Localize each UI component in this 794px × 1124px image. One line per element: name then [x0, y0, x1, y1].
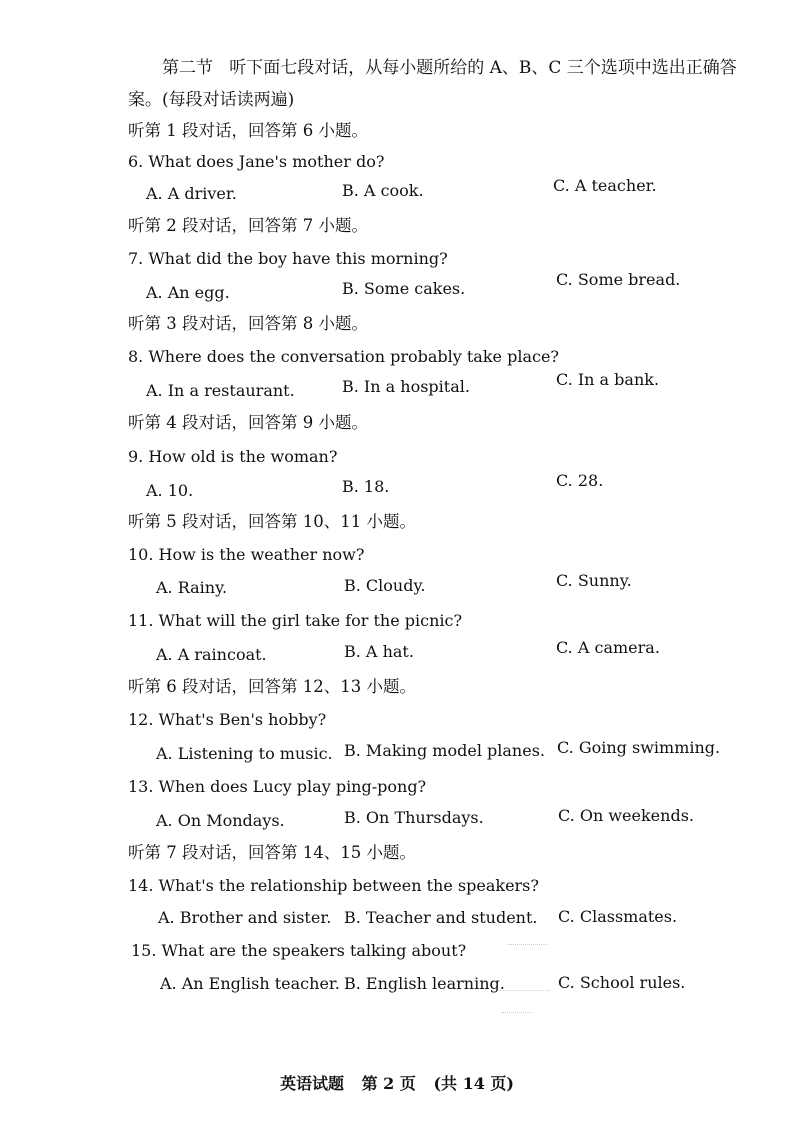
- q9-option-a: A. 10.: [146, 481, 194, 500]
- q13-option-b: B. On Thursdays.: [344, 808, 484, 827]
- q12-option-b: B. Making model planes.: [344, 741, 545, 760]
- q8-option-b: B. In a hospital.: [342, 377, 470, 396]
- question-8: 8. Where does the conversation probably take place?: [128, 347, 559, 366]
- section-title: 第二节: [162, 58, 213, 78]
- section-instruction-cont: 案。(每段对话读两遍): [128, 90, 295, 110]
- q15-option-a: A. An English teacher.: [160, 974, 340, 993]
- question-13: 13. When does Lucy play ping-pong?: [128, 777, 427, 796]
- dialog-heading-2: 听第 2 段对话，回答第 7 小题。: [128, 216, 368, 235]
- scan-artifact: [502, 1012, 532, 1023]
- q10-option-c: C. Sunny.: [556, 571, 632, 590]
- page-footer: [0, 1074, 794, 1094]
- q7-option-b: B. Some cakes.: [342, 279, 466, 298]
- q15-option-b: B. English learning.: [344, 974, 505, 993]
- dialog-heading-4: 听第 4 段对话，回答第 9 小题。: [128, 413, 368, 432]
- q8-option-a: A. In a restaurant.: [146, 381, 295, 400]
- dialog-heading-6: 听第 6 段对话，回答第 12、13 小题。: [128, 677, 416, 696]
- question-6: 6. What does Jane's mother do?: [128, 152, 385, 171]
- q15-option-c: C. School rules.: [558, 973, 686, 992]
- q10-option-b: B. Cloudy.: [344, 576, 426, 595]
- q11-option-c: C. A camera.: [556, 638, 660, 657]
- q13-option-a: A. On Mondays.: [156, 811, 285, 830]
- dialog-heading-5: 听第 5 段对话，回答第 10、11 小题。: [128, 512, 416, 531]
- footer-subject: 英语试题: [279, 1074, 344, 1093]
- section-instruction: 听下面七段对话，从每小题所给的 A、B、C 三个选项中选出正确答: [229, 58, 737, 78]
- scan-artifact: [508, 944, 548, 955]
- q11-option-a: A. A raincoat.: [156, 645, 267, 664]
- q13-option-c: C. On weekends.: [558, 806, 694, 825]
- q6-option-a: A. A driver.: [146, 184, 237, 203]
- section-heading: [162, 58, 737, 78]
- dialog-heading-7: 听第 7 段对话，回答第 14、15 小题。: [128, 843, 416, 862]
- q6-option-c: C. A teacher.: [553, 176, 657, 195]
- question-7: 7. What did the boy have this morning?: [128, 249, 448, 268]
- q14-option-c: C. Classmates.: [558, 907, 678, 926]
- q11-option-b: B. A hat.: [344, 642, 414, 661]
- footer-page-number: 第 2 页: [361, 1074, 416, 1093]
- q7-option-a: A. An egg.: [146, 283, 230, 302]
- q6-option-b: B. A cook.: [342, 181, 424, 200]
- q14-option-b: B. Teacher and student.: [344, 908, 538, 927]
- dialog-heading-1: 听第 1 段对话，回答第 6 小题。: [128, 121, 368, 140]
- question-15: 15. What are the speakers talking about?: [131, 941, 467, 960]
- dialog-heading-3: 听第 3 段对话，回答第 8 小题。: [128, 314, 368, 333]
- scan-artifact: [500, 978, 550, 991]
- question-14: 14. What's the relationship between the speakers?: [128, 876, 539, 895]
- q7-option-c: C. Some bread.: [556, 270, 681, 289]
- question-10: 10. How is the weather now?: [128, 545, 365, 564]
- footer-total-pages: (共 14 页): [433, 1074, 514, 1093]
- question-12: 12. What's Ben's hobby?: [128, 710, 327, 729]
- q9-option-b: B. 18.: [342, 477, 390, 496]
- q14-option-a: A. Brother and sister.: [158, 908, 332, 927]
- question-11: 11. What will the girl take for the picnic?: [128, 611, 463, 630]
- q10-option-a: A. Rainy.: [156, 578, 228, 597]
- q12-option-c: C. Going swimming.: [557, 738, 721, 757]
- question-9: 9. How old is the woman?: [128, 447, 338, 466]
- q8-option-c: C. In a bank.: [556, 370, 660, 389]
- q9-option-c: C. 28.: [556, 471, 604, 490]
- q12-option-a: A. Listening to music.: [156, 744, 333, 763]
